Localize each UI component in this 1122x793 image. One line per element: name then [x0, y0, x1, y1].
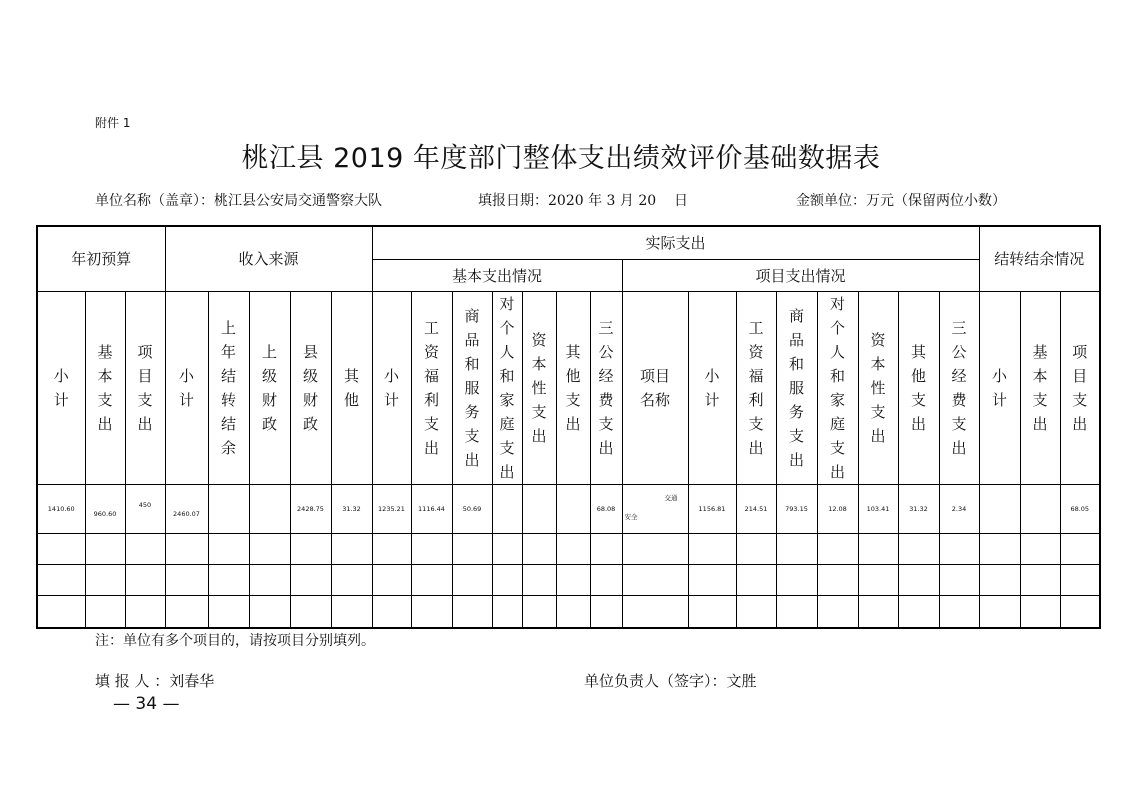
cell: 12.08 [817, 484, 858, 533]
cell: 1116.44 [411, 484, 452, 533]
date-month-unit: 月 [619, 193, 634, 209]
col-basic-wage: 工资福利支出 [411, 291, 452, 484]
col-basic-capital: 资本性支出 [522, 291, 556, 484]
header-project: 项目支出情况 [622, 259, 979, 291]
unit-head-signature: 单位负责人（签字）：文胜 [584, 672, 757, 690]
col-basic-other: 其他支出 [556, 291, 590, 484]
header-income: 收入来源 [165, 226, 372, 291]
col-budget-subtotal: 小计 [37, 291, 85, 484]
amount-unit: 金额单位：万元（保留两位小数） [796, 193, 1006, 209]
cell: 交通 安全 [622, 484, 688, 533]
table-row [37, 533, 1100, 564]
date-month: 3 [606, 193, 616, 209]
col-income-county: 县级财政 [290, 291, 331, 484]
cell [979, 484, 1020, 533]
table-row [37, 484, 1100, 533]
col-project-sangong: 三公经费支出 [939, 291, 979, 484]
col-basic-personal: 对个人和家庭支出 [492, 291, 522, 484]
col-income-higher: 上级财政 [249, 291, 290, 484]
cell: 31.32 [898, 484, 939, 533]
col-basic-sangong: 三公经费支出 [590, 291, 622, 484]
cell: 214.51 [736, 484, 776, 533]
col-income-other: 其他 [331, 291, 372, 484]
cell [492, 484, 522, 533]
header-budget: 年初预算 [37, 226, 165, 291]
date-day-unit: 日 [674, 193, 689, 209]
header-carryover: 结转结余情况 [979, 226, 1100, 291]
table-row [37, 564, 1100, 595]
col-budget-basic: 基本支出 [85, 291, 125, 484]
date-day: 20 [638, 193, 657, 209]
cell: 1410.60 [37, 484, 85, 533]
col-carry-subtotal: 小计 [979, 291, 1020, 484]
cell: 31.32 [331, 484, 372, 533]
data-table [36, 225, 1101, 629]
col-carry-project: 项目支出 [1060, 291, 1100, 484]
cell: 50.69 [452, 484, 492, 533]
cell: 103.41 [858, 484, 898, 533]
col-project-personal: 对个人和家庭支出 [817, 291, 858, 484]
col-project-other: 其他支出 [898, 291, 939, 484]
page-title: 桃江县 2019 年度部门整体支出绩效评价基础数据表 [241, 143, 881, 174]
cell: 2.34 [939, 484, 979, 533]
header-actual: 实际支出 [372, 226, 979, 259]
cell: 1235.21 [372, 484, 411, 533]
cell [522, 484, 556, 533]
cell [249, 484, 290, 533]
col-project-subtotal: 小计 [688, 291, 736, 484]
cell [1020, 484, 1060, 533]
attachment-label: 附件 1 [95, 116, 131, 130]
fill-date [478, 190, 688, 210]
col-project-capital: 资本性支出 [858, 291, 898, 484]
date-year: 2020 [548, 193, 584, 209]
col-project-wage: 工资福利支出 [736, 291, 776, 484]
table-row [37, 595, 1100, 628]
col-income-carryover: 上年结转结余 [208, 291, 249, 484]
cell: 2460.07 [165, 484, 208, 533]
cell: 2428.75 [290, 484, 331, 533]
cell: 450 [125, 484, 165, 533]
header-basic: 基本支出情况 [372, 259, 622, 291]
cell: 68.05 [1060, 484, 1100, 533]
cell [556, 484, 590, 533]
cell: 793.15 [776, 484, 817, 533]
col-basic-goods: 商品和服务支出 [452, 291, 492, 484]
col-carry-basic: 基本支出 [1020, 291, 1060, 484]
cell [208, 484, 249, 533]
col-basic-subtotal: 小计 [372, 291, 411, 484]
col-income-subtotal: 小计 [165, 291, 208, 484]
page-number: — 34 — [113, 694, 180, 714]
cell: 1156.81 [688, 484, 736, 533]
date-label: 填报日期： [478, 193, 548, 209]
col-project-goods: 商品和服务支出 [776, 291, 817, 484]
col-budget-project: 项目支出 [125, 291, 165, 484]
col-project-name: 项目名称 [622, 291, 688, 484]
unit-name: 单位名称（盖章）：桃江县公安局交通警察大队 [95, 193, 382, 209]
cell: 68.08 [590, 484, 622, 533]
table-note: 注：单位有多个项目的，请按项目分别填列。 [95, 633, 375, 649]
cell: 960.60 [85, 484, 125, 533]
date-year-unit: 年 [588, 193, 603, 209]
filler-signature: 填 报 人 ：刘春华 [95, 672, 215, 690]
